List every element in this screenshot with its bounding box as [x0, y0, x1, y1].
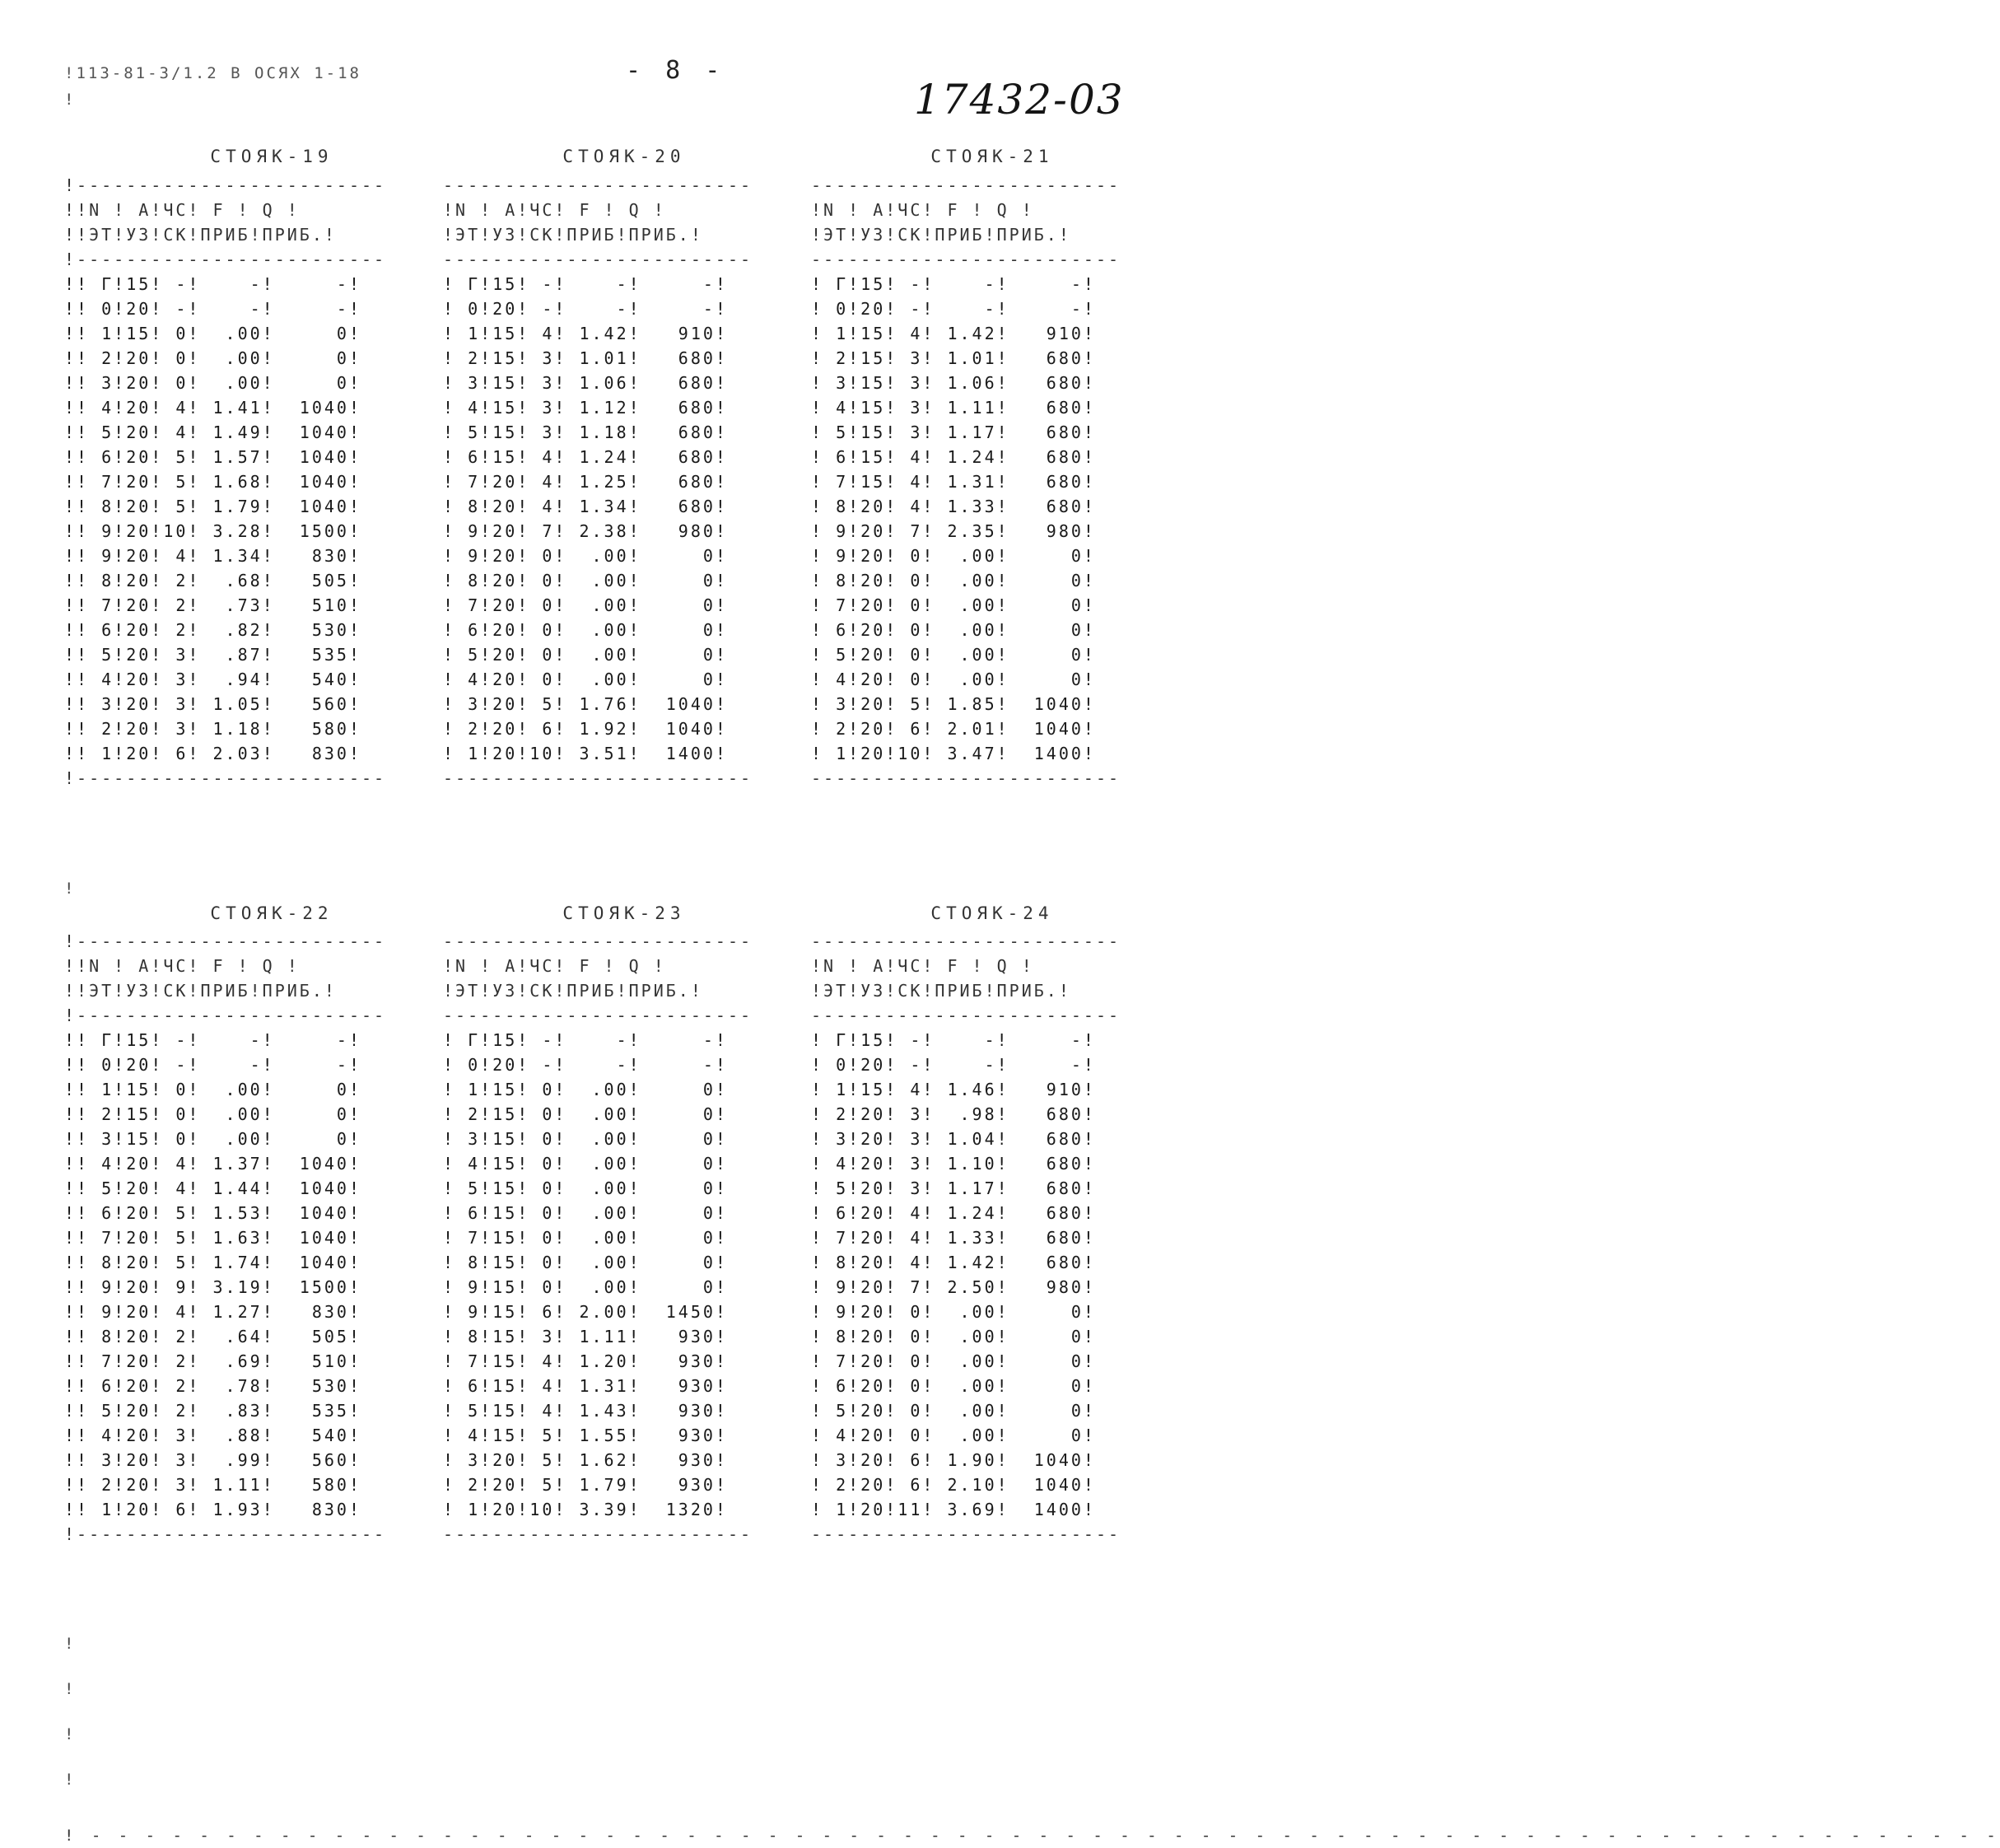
table-row: ! 1!15! 4! 1.42! 910! [811, 324, 1096, 343]
table-rule: ------------------------- [443, 1006, 753, 1025]
table-row: ! 3!15! 3! 1.06! 680! [443, 373, 728, 393]
table-header-row: !N ! А!ЧС! F ! Q ! [811, 200, 1034, 220]
table-header-row: !ЭТ!УЗ!СК!ПРИБ!ПРИБ.! [443, 981, 703, 1001]
table-rule: ------------------------- [811, 1524, 1121, 1544]
table-header-row: !N ! А!ЧС! F ! Q ! [443, 956, 666, 976]
table-row: ! 5!15! 4! 1.43! 930! [443, 1401, 728, 1421]
table-rule: ------------------------- [443, 1524, 753, 1544]
table-row: !! 8!20! 2! .64! 505! [64, 1327, 361, 1346]
table-row: ! 3!20! 6! 1.90! 1040! [811, 1450, 1096, 1470]
table-row: ! 7!20! 0! .00! 0! [811, 1351, 1096, 1371]
table-row: ! 2!15! 3! 1.01! 680! [811, 348, 1096, 368]
table-row: !! 8!20! 2! .68! 505! [64, 571, 361, 590]
table-row: ! 7!15! 0! .00! 0! [443, 1228, 728, 1248]
table-row: ! 6!20! 0! .00! 0! [811, 1376, 1096, 1396]
table-header-row: !N ! А!ЧС! F ! Q ! [811, 956, 1034, 976]
margin-mark: ! [64, 1635, 74, 1653]
table-row: ! 7!20! 0! .00! 0! [811, 595, 1096, 615]
table-row: ! 2!20! 6! 2.01! 1040! [811, 719, 1096, 739]
table-row: ! 8!20! 4! 1.33! 680! [811, 497, 1096, 516]
table-row: ! 6!15! 4! 1.24! 680! [443, 447, 728, 467]
table-row: ! 8!15! 3! 1.11! 930! [443, 1327, 728, 1346]
table-row: !! 9!20! 4! 1.34! 830! [64, 546, 361, 566]
table-rule: !------------------------- [64, 250, 387, 269]
table-row: !! 1!15! 0! .00! 0! [64, 1080, 361, 1099]
margin-mark: ! [64, 1680, 74, 1698]
table-row: !! 3!20! 3! 1.05! 560! [64, 694, 361, 714]
table-row: !! 9!20! 4! 1.27! 830! [64, 1302, 361, 1322]
table-row: !! 8!20! 5! 1.79! 1040! [64, 497, 361, 516]
table-row: ! 7!15! 4! 1.20! 930! [443, 1351, 728, 1371]
table-row: !! 2!15! 0! .00! 0! [64, 1104, 361, 1124]
table-row: ! 1!15! 4! 1.42! 910! [443, 324, 728, 343]
table-row: ! 6!15! 0! .00! 0! [443, 1203, 728, 1223]
table-header-row: !!ЭТ!УЗ!СК!ПРИБ!ПРИБ.! [64, 225, 337, 245]
table-row: ! 9!20! 7! 2.35! 980! [811, 521, 1096, 541]
table-row: ! 2!20! 5! 1.79! 930! [443, 1475, 728, 1495]
table-row: ! Г!15! -! -! -! [811, 274, 1096, 294]
table-rule: ------------------------- [443, 175, 753, 195]
table-row: ! 1!15! 0! .00! 0! [443, 1080, 728, 1099]
riser-table [811, 173, 1121, 791]
table-header-row: !!N ! А!ЧС! F ! Q ! [64, 200, 300, 220]
margin-mark: ! [64, 880, 74, 898]
riser-table [64, 173, 386, 791]
table-row: ! 9!20! 0! .00! 0! [811, 1302, 1096, 1322]
table-header-row: !!N ! А!ЧС! F ! Q ! [64, 956, 300, 976]
table-row: ! 3!20! 3! 1.04! 680! [811, 1129, 1096, 1149]
table-row: ! 2!15! 3! 1.01! 680! [443, 348, 728, 368]
table-header-row: !ЭТ!УЗ!СК!ПРИБ!ПРИБ.! [811, 981, 1071, 1001]
table-row: ! 2!20! 6! 2.10! 1040! [811, 1475, 1096, 1495]
table-row: ! 5!20! 3! 1.17! 680! [811, 1178, 1096, 1198]
block-title: СТОЯК-22 [210, 903, 333, 923]
table-row: ! 8!20! 4! 1.34! 680! [443, 497, 728, 516]
table-rule: !------------------------- [64, 768, 387, 788]
table-row: !! 0!20! -! -! -! [64, 1055, 361, 1075]
table-row: !! 5!20! 4! 1.44! 1040! [64, 1178, 361, 1198]
table-rule: ------------------------- [443, 250, 753, 269]
table-row: ! 0!20! -! -! -! [811, 299, 1096, 319]
table-rule: !------------------------- [64, 1006, 387, 1025]
table-row: ! 4!20! 0! .00! 0! [443, 670, 728, 689]
table-row: !! 7!20! 5! 1.63! 1040! [64, 1228, 361, 1248]
table-row: !! 7!20! 2! .73! 510! [64, 595, 361, 615]
block-title: СТОЯК-20 [562, 147, 686, 166]
table-row: ! 9!20! 0! .00! 0! [811, 546, 1096, 566]
block-title: СТОЯК-23 [562, 903, 686, 923]
table-row: ! 7!20! 4! 1.25! 680! [443, 472, 728, 492]
block-title: СТОЯК-24 [930, 903, 1054, 923]
table-row: ! 6!20! 0! .00! 0! [443, 620, 728, 640]
document-number: 17432-03 [914, 76, 1125, 124]
table-row: ! 6!20! 0! .00! 0! [811, 620, 1096, 640]
table-row: !! Г!15! -! -! -! [64, 1030, 361, 1050]
table-row: !! 1!15! 0! .00! 0! [64, 324, 361, 343]
table-row: ! 2!20! 6! 1.92! 1040! [443, 719, 728, 739]
table-rule: ------------------------- [811, 250, 1121, 269]
table-row: ! 4!15! 3! 1.11! 680! [811, 398, 1096, 418]
margin-mark: ! [64, 1771, 74, 1789]
table-row: ! 3!20! 5! 1.62! 930! [443, 1450, 728, 1470]
table-row: ! 9!20! 0! .00! 0! [443, 546, 728, 566]
table-row: ! 7!15! 4! 1.31! 680! [811, 472, 1096, 492]
riser-table [443, 929, 753, 1547]
table-rule: ------------------------- [811, 931, 1121, 951]
table-header-row: !ЭТ!УЗ!СК!ПРИБ!ПРИБ.! [443, 225, 703, 245]
table-row: ! 1!20!10! 3.39! 1320! [443, 1500, 728, 1519]
table-row: !! 2!20! 0! .00! 0! [64, 348, 361, 368]
table-row: ! 6!15! 4! 1.31! 930! [443, 1376, 728, 1396]
table-row: ! 4!15! 5! 1.55! 930! [443, 1426, 728, 1445]
table-row: ! 1!20!10! 3.51! 1400! [443, 744, 728, 763]
table-row: !! 2!20! 3! 1.18! 580! [64, 719, 361, 739]
table-row: ! 9!15! 6! 2.00! 1450! [443, 1302, 728, 1322]
table-row: ! 5!20! 0! .00! 0! [443, 645, 728, 665]
table-row: !! 2!20! 3! 1.11! 580! [64, 1475, 361, 1495]
riser-table [443, 173, 753, 791]
table-row: ! 0!20! -! -! -! [811, 1055, 1096, 1075]
table-rule: ------------------------- [443, 931, 753, 951]
table-row: !! 0!20! -! -! -! [64, 299, 361, 319]
table-rule: ------------------------- [811, 175, 1121, 195]
table-row: ! 2!15! 0! .00! 0! [443, 1104, 728, 1124]
table-rule: ------------------------- [443, 768, 753, 788]
table-row: ! 5!15! 0! .00! 0! [443, 1178, 728, 1198]
table-row: !! 9!20! 9! 3.19! 1500! [64, 1277, 361, 1297]
table-row: !! 7!20! 5! 1.68! 1040! [64, 472, 361, 492]
table-row: ! 8!20! 4! 1.42! 680! [811, 1253, 1096, 1272]
table-row: !! 6!20! 2! .78! 530! [64, 1376, 361, 1396]
block-title: СТОЯК-21 [930, 147, 1054, 166]
table-row: ! 3!15! 0! .00! 0! [443, 1129, 728, 1149]
table-rule: ------------------------- [811, 768, 1121, 788]
table-row: ! 1!20!10! 3.47! 1400! [811, 744, 1096, 763]
table-row: ! 0!20! -! -! -! [443, 299, 728, 319]
table-row: !! 5!20! 2! .83! 535! [64, 1401, 361, 1421]
table-row: !! 9!20!10! 3.28! 1500! [64, 521, 361, 541]
table-row: !! 1!20! 6! 2.03! 830! [64, 744, 361, 763]
table-row: !! 4!20! 4! 1.41! 1040! [64, 398, 361, 418]
table-row: !! 4!20! 4! 1.37! 1040! [64, 1154, 361, 1174]
table-row: ! 4!20! 0! .00! 0! [811, 670, 1096, 689]
table-rule: !------------------------- [64, 931, 387, 951]
table-row: !! 3!20! 0! .00! 0! [64, 373, 361, 393]
table-row: !! 3!20! 3! .99! 560! [64, 1450, 361, 1470]
riser-table [811, 929, 1121, 1547]
table-row: ! Г!15! -! -! -! [811, 1030, 1096, 1050]
table-row: ! 8!20! 0! .00! 0! [811, 1327, 1096, 1346]
table-row: ! 9!15! 0! .00! 0! [443, 1277, 728, 1297]
table-row: ! 4!20! 3! 1.10! 680! [811, 1154, 1096, 1174]
table-row: !! 1!20! 6! 1.93! 830! [64, 1500, 361, 1519]
bottom-rule: ! - - - - - - - - - - - - - - - - - - - - - - - - - - - - - - - - - - - - - - - - - - - - - - - - - - - - - - - - - - - - - - - - - - - - - - - [64, 1827, 2000, 1845]
table-row: ! Г!15! -! -! -! [443, 1030, 728, 1050]
table-row: ! 3!15! 3! 1.06! 680! [811, 373, 1096, 393]
table-row: ! 8!20! 0! .00! 0! [811, 571, 1096, 590]
table-header-row: !ЭТ!УЗ!СК!ПРИБ!ПРИБ.! [811, 225, 1071, 245]
riser-table [64, 929, 386, 1547]
table-row: !! 5!20! 4! 1.49! 1040! [64, 422, 361, 442]
table-row: ! 6!15! 4! 1.24! 680! [811, 447, 1096, 467]
margin-mark: ! [64, 1725, 74, 1743]
table-row: ! 8!15! 0! .00! 0! [443, 1253, 728, 1272]
table-row: ! 1!20!11! 3.69! 1400! [811, 1500, 1096, 1519]
table-row: ! 5!15! 3! 1.17! 680! [811, 422, 1096, 442]
table-row: !! 8!20! 5! 1.74! 1040! [64, 1253, 361, 1272]
header-reference: !113-81-3/1.2 В ОСЯХ 1-18 [64, 64, 361, 82]
table-row: ! 3!20! 5! 1.85! 1040! [811, 694, 1096, 714]
table-rule: !------------------------- [64, 1524, 387, 1544]
table-row: ! 8!20! 0! .00! 0! [443, 571, 728, 590]
table-row: ! 5!20! 0! .00! 0! [811, 645, 1096, 665]
table-row: !! 5!20! 3! .87! 535! [64, 645, 361, 665]
table-row: ! 4!20! 0! .00! 0! [811, 1426, 1096, 1445]
table-row: ! 0!20! -! -! -! [443, 1055, 728, 1075]
table-row: !! Г!15! -! -! -! [64, 274, 361, 294]
table-row: ! 5!20! 0! .00! 0! [811, 1401, 1096, 1421]
table-row: ! Г!15! -! -! -! [443, 274, 728, 294]
table-row: ! 3!20! 5! 1.76! 1040! [443, 694, 728, 714]
table-row: !! 7!20! 2! .69! 510! [64, 1351, 361, 1371]
table-row: ! 7!20! 0! .00! 0! [443, 595, 728, 615]
table-row: ! 5!15! 3! 1.18! 680! [443, 422, 728, 442]
table-row: ! 1!15! 4! 1.46! 910! [811, 1080, 1096, 1099]
block-title: СТОЯК-19 [210, 147, 333, 166]
table-row: !! 4!20! 3! .88! 540! [64, 1426, 361, 1445]
table-rule: ------------------------- [811, 1006, 1121, 1025]
table-row: !! 3!15! 0! .00! 0! [64, 1129, 361, 1149]
table-row: !! 4!20! 3! .94! 540! [64, 670, 361, 689]
table-rule: !------------------------- [64, 175, 387, 195]
table-row: !! 6!20! 5! 1.53! 1040! [64, 1203, 361, 1223]
table-row: !! 6!20! 2! .82! 530! [64, 620, 361, 640]
table-row: ! 7!20! 4! 1.33! 680! [811, 1228, 1096, 1248]
table-header-row: !!ЭТ!УЗ!СК!ПРИБ!ПРИБ.! [64, 981, 337, 1001]
table-row: ! 4!15! 3! 1.12! 680! [443, 398, 728, 418]
table-row: ! 9!20! 7! 2.38! 980! [443, 521, 728, 541]
table-row: ! 4!15! 0! .00! 0! [443, 1154, 728, 1174]
margin-mark: ! [64, 91, 74, 109]
table-row: ! 6!20! 4! 1.24! 680! [811, 1203, 1096, 1223]
page-number: - 8 - [626, 56, 725, 85]
table-row: ! 9!20! 7! 2.50! 980! [811, 1277, 1096, 1297]
table-header-row: !N ! А!ЧС! F ! Q ! [443, 200, 666, 220]
table-row: !! 6!20! 5! 1.57! 1040! [64, 447, 361, 467]
table-row: ! 2!20! 3! .98! 680! [811, 1104, 1096, 1124]
